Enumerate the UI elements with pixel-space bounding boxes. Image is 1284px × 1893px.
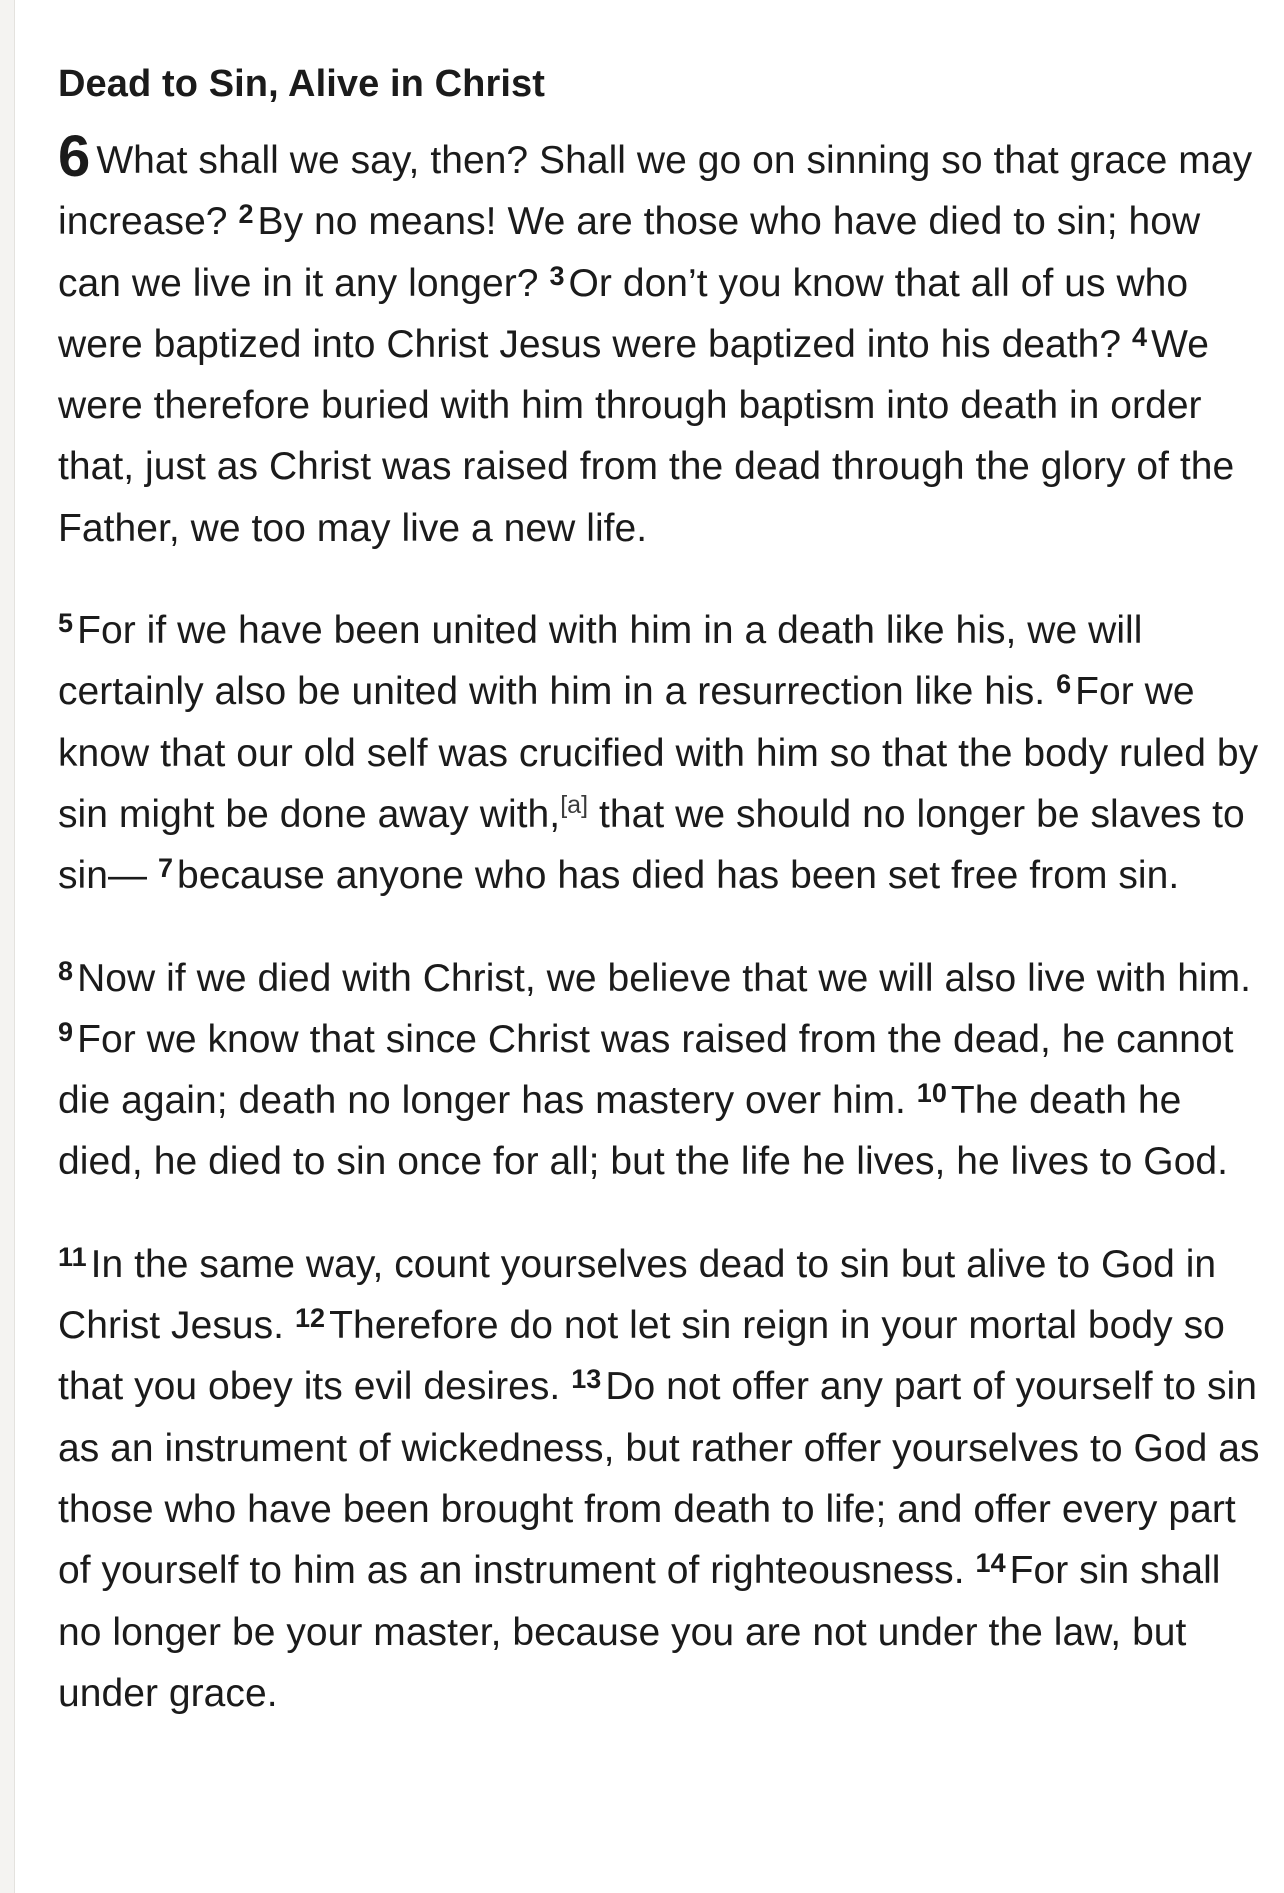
verse-12-text: Therefore do not let sin reign in your mortal body so that you obey its evil desires. — [58, 1304, 1225, 1409]
verse-6-text: For we know that our old self was crucified with him so that the body ruled by sin might be done away with, — [58, 670, 1259, 836]
section-heading: Dead to Sin, Alive in Christ — [58, 63, 546, 105]
verse-9-text: For we know that since Christ was raised from the dead, he cannot die again; death no longer has mastery over him. — [58, 1017, 1234, 1123]
paragraph-4 — [58, 1234, 1268, 1724]
verse-13-text: Do not offer any part of yourself to sin as an instrument of wickedness, but rather offer yourselves to God as those who have been brought from death to life; and offer every part of yourself to him as an instrument of righteousness. — [58, 1365, 1260, 1593]
chapter-number: 6 — [58, 124, 91, 189]
verse-5-text: For if we have been united with him in a death like his, we will certainly also be united with him in a resurrection like his. — [58, 609, 1143, 714]
verse-number-4: 4 — [1132, 321, 1148, 352]
paragraph-2 — [58, 600, 1268, 906]
verse-number-7: 7 — [157, 853, 174, 884]
verse-8-text: Now if we died with Christ, we believe that we will also live with him. — [77, 956, 1252, 1000]
verse-3-text: Or don’t you know that all of us who were baptized into Christ Jesus were baptized into his death? — [58, 261, 1189, 366]
verse-6-text-continued: that we should no longer be slaves to sin— — [58, 792, 1245, 898]
verse-1-text: What shall we say, then? Shall we go on sinning so that grace may increase? — [58, 139, 1253, 244]
verse-number-3: 3 — [549, 260, 565, 291]
verse-number-5: 5 — [58, 608, 74, 639]
verse-number-14: 14 — [975, 1548, 1006, 1579]
verse-10-text: The death he died, he died to sin once for all; but the life he lives, he lives to God. — [58, 1079, 1229, 1184]
verse-number-12: 12 — [294, 1303, 326, 1334]
paragraph-3 — [58, 948, 1268, 1193]
verse-11-text: In the same way, count yourselves dead to sin but alive to God in Christ Jesus. — [58, 1242, 1217, 1348]
reader-page — [14, 0, 1284, 1893]
passage-content — [58, 54, 1268, 1765]
verse-2-text: By no means! We are those who have died to sin; how can we live in it any longer? — [58, 200, 1201, 305]
verse-number-8: 8 — [58, 955, 74, 986]
verse-number-2: 2 — [238, 199, 254, 230]
verse-7-text: because anyone who has died has been set free from sin. — [177, 854, 1180, 898]
verse-number-9: 9 — [58, 1016, 74, 1047]
paragraph-1 — [58, 124, 1268, 559]
verse-number-6: 6 — [1056, 669, 1072, 700]
verse-14-text: For sin shall no longer be your master, because you are not under the law, but under grace. — [58, 1549, 1221, 1715]
verse-number-13: 13 — [571, 1364, 602, 1395]
verse-number-10: 10 — [916, 1078, 947, 1109]
verse-4-text: We were therefore buried with him through baptism into death in order that, just as Christ was raised from the dead through the glory of the Father, we too may live a new life. — [58, 322, 1235, 550]
footnote-link-a[interactable]: [a] — [560, 790, 589, 819]
verse-number-11: 11 — [58, 1241, 87, 1272]
